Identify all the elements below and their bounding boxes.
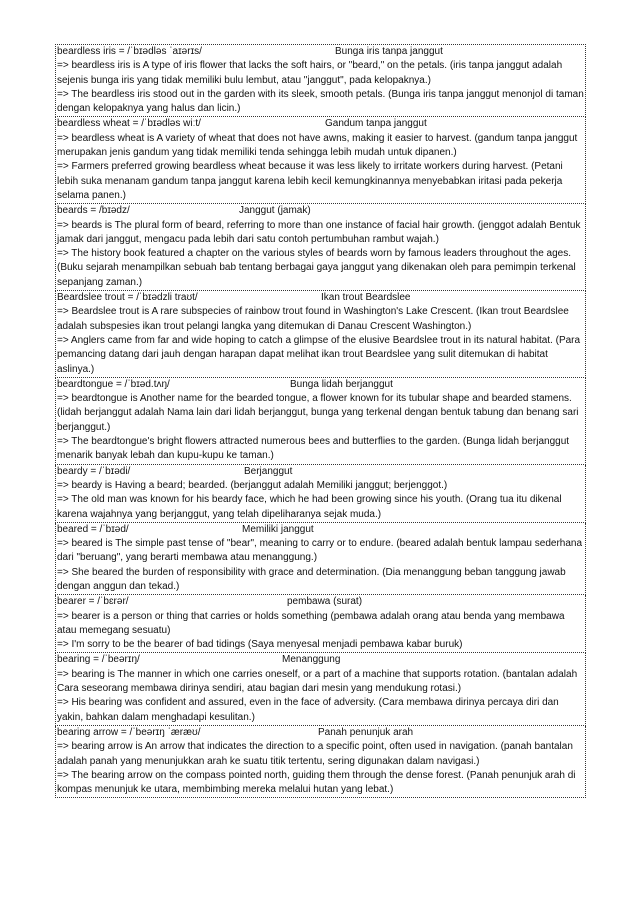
entry-translation: Menanggung xyxy=(282,654,341,666)
dictionary-entry xyxy=(55,291,586,378)
entry-definition: => beardless wheat is A variety of wheat that does not have awns, making it easier to harvest. (gandum tanpa janggut merupakan jenis gandum yang tidak memiliki tenda sehingga lebih mudah untuk dipanen.) xyxy=(57,132,578,159)
entry-headword: beardy = /ˈbɪədi/ xyxy=(57,465,131,477)
dictionary-entry xyxy=(55,726,586,798)
entry-headword: beards = /bɪədz/ xyxy=(57,205,130,217)
entry-headword: beared = /ˈbɪəd/ xyxy=(57,523,129,535)
entry-translation: Gandum tanpa janggut xyxy=(325,118,427,130)
entry-example: => The beardless iris stood out in the garden with its sleek, smooth petals. (Bunga iris tanpa janggut menonjol di taman dengan kelopaknya yang halus dan licin.) xyxy=(57,88,584,115)
dictionary-entry xyxy=(55,117,586,204)
dictionary-entry xyxy=(55,595,586,653)
entry-headword: bearer = /ˈbɛrər/ xyxy=(57,596,129,608)
entry-header xyxy=(57,204,584,218)
dictionary-entry xyxy=(55,653,586,725)
entry-definition: => beards is The plural form of beard, referring to more than one instance of facial hair growth. (jenggot adalah Bentuk jamak dari janggut, mengacu pada lebih dari satu contoh pertumbuhan rambut wajah.) xyxy=(57,219,581,245)
entry-example: => The old man was known for his beardy face, which he had been growing since his youth. (Orang tua itu dikenal karena wajahnya yang berjanggut, yang telah dipeliharanya sejak muda.) xyxy=(57,494,562,520)
entry-translation: Panah penunjuk arah xyxy=(318,726,414,738)
entry-definition: => beardtongue is Another name for the bearded tongue, a flower known for its tubular shape and bearded stamens. (lidah berjanggut adalah Nama lain dari lidah berjanggut, bunga yang terkenal dengan bentuk tabung dan benang sari berjanggut.) xyxy=(57,393,579,433)
entry-header xyxy=(57,45,584,59)
entry-header xyxy=(57,465,584,479)
dictionary-entry xyxy=(55,523,586,595)
entry-headword: bearing = /ˈbeərɪŋ/ xyxy=(57,654,140,666)
entry-definition: => bearing is The manner in which one carries oneself, or a part of a machine that supports rotation. (bantalan adalah Cara seseorang membawa dirinya sendiri, atau bagian dari mesin yang mendukung rotasi.) xyxy=(57,668,578,695)
entry-header xyxy=(57,726,584,740)
entry-example: => I'm sorry to be the bearer of bad tidings (Saya menyesal menjadi pembawa kabar buruk) xyxy=(57,639,463,651)
entry-translation: Berjanggut xyxy=(244,465,293,477)
entry-example: => His bearing was confident and assured, even in the face of adversity. (Cara membawa dirinya percaya diri dan yakin, bahkan dalam menghadapi kesulitan.) xyxy=(57,697,559,723)
entry-translation: Janggut (jamak) xyxy=(239,205,311,217)
dictionary-entry xyxy=(55,44,586,117)
entry-definition: => bearer is a person or thing that carries or holds something (pembawa adalah orang atau benda yang membawa atau memegang sesuatu) xyxy=(57,610,565,636)
dictionary-entry xyxy=(55,465,586,523)
entry-example: => The beardtongue's bright flowers attracted numerous bees and butterflies to the garden. (Bunga lidah berjanggut menarik banyak lebah dan kupu-kupu ke taman.) xyxy=(57,436,570,462)
dictionary-page xyxy=(55,44,586,798)
entry-definition: => bearing arrow is An arrow that indicates the direction to a specific point, often used in navigation. (panah bantalan adalah panah yang menunjukkan arah ke suatu titik tertentu, sering digunakan dalam navigasi.) xyxy=(57,741,573,767)
entry-headword: beardless iris = /ˈbɪədləs ˈaɪərɪs/ xyxy=(57,46,202,57)
dictionary-entry xyxy=(55,378,586,465)
entry-translation: pembawa (surat) xyxy=(287,596,363,608)
entry-header xyxy=(57,117,584,131)
entry-header xyxy=(57,595,584,609)
entry-definition: => beardy is Having a beard; bearded. (berjanggut adalah Memiliki janggut; berjenggot.) xyxy=(57,479,448,491)
entry-header xyxy=(57,523,584,537)
entry-translation: Ikan trout Beardslee xyxy=(321,292,411,304)
entry-header xyxy=(57,378,584,392)
entry-example: => Anglers came from far and wide hoping to catch a glimpse of the elusive Beardslee trout in its natural habitat. (Para pemancing datang dari jauh dengan harapan dapat melihat ikan trout Beardslee yang sulit ditemukan di habitat aslinya.) xyxy=(57,334,581,375)
entry-example: => Farmers preferred growing beardless wheat because it was less likely to irritate workers during harvest. (Petani lebih suka menanam gandum tanpa janggut karena lebih kecil kemungkinannya menyebabkan iritasi pada pekerja selama panen.) xyxy=(57,161,563,201)
entry-definition: => beardless iris is A type of iris flower that lacks the soft hairs, or "beard," on the petals. (iris tanpa janggut adalah sejenis bunga iris yang tidak memiliki bulu lembut, atau "janggut", pada kelopaknya.) xyxy=(57,60,563,86)
entry-header xyxy=(57,291,584,305)
entry-translation: Bunga iris tanpa janggut xyxy=(335,46,443,57)
entry-headword: Beardslee trout = /ˈbɪədzli traʊt/ xyxy=(57,292,198,304)
entry-translation: Memiliki janggut xyxy=(242,523,314,535)
entry-headword: beardless wheat = /ˈbɪədləs wiːt/ xyxy=(57,118,201,130)
entry-example: => The bearing arrow on the compass pointed north, guiding them through the dense forest. (Panah penunjuk arah di kompas menunjuk ke utara, membimbing mereka melalui hutan yang lebat.) xyxy=(57,769,576,796)
entry-headword: beardtongue = /ˈbɪəd.tʌŋ/ xyxy=(57,378,170,390)
entry-example: => The history book featured a chapter on the various styles of beards worn by famous leaders throughout the ages. (Buku sejarah menampilkan sebuah bab tentang berbagai gaya janggut yang dikenakan oleh para pemimpin terkenal sepanjang zaman.) xyxy=(57,248,576,288)
entry-headword: bearing arrow = /ˈbeərɪŋ ˈæræʊ/ xyxy=(57,726,201,738)
entry-translation: Bunga lidah berjanggut xyxy=(290,378,393,390)
entry-definition: => beared is The simple past tense of "bear", meaning to carry or to endure. (beared adalah bentuk lampau sederhana dari "beruang", yang berarti membawa atau menanggung.) xyxy=(57,538,583,564)
dictionary-entry xyxy=(55,204,586,291)
entry-header xyxy=(57,653,584,667)
entry-example: => She beared the burden of responsibility with grace and determination. (Dia menanggung beban tanggung jawab dengan anggun dan tekad.) xyxy=(57,566,566,592)
entry-definition: => Beardslee trout is A rare subspecies of rainbow trout found in Washington's Lake Crescent. (Ikan trout Beardslee adalah subspesies ikan trout pelangi langka yang ditemukan di Danau Crescent Washington.) xyxy=(57,306,569,332)
